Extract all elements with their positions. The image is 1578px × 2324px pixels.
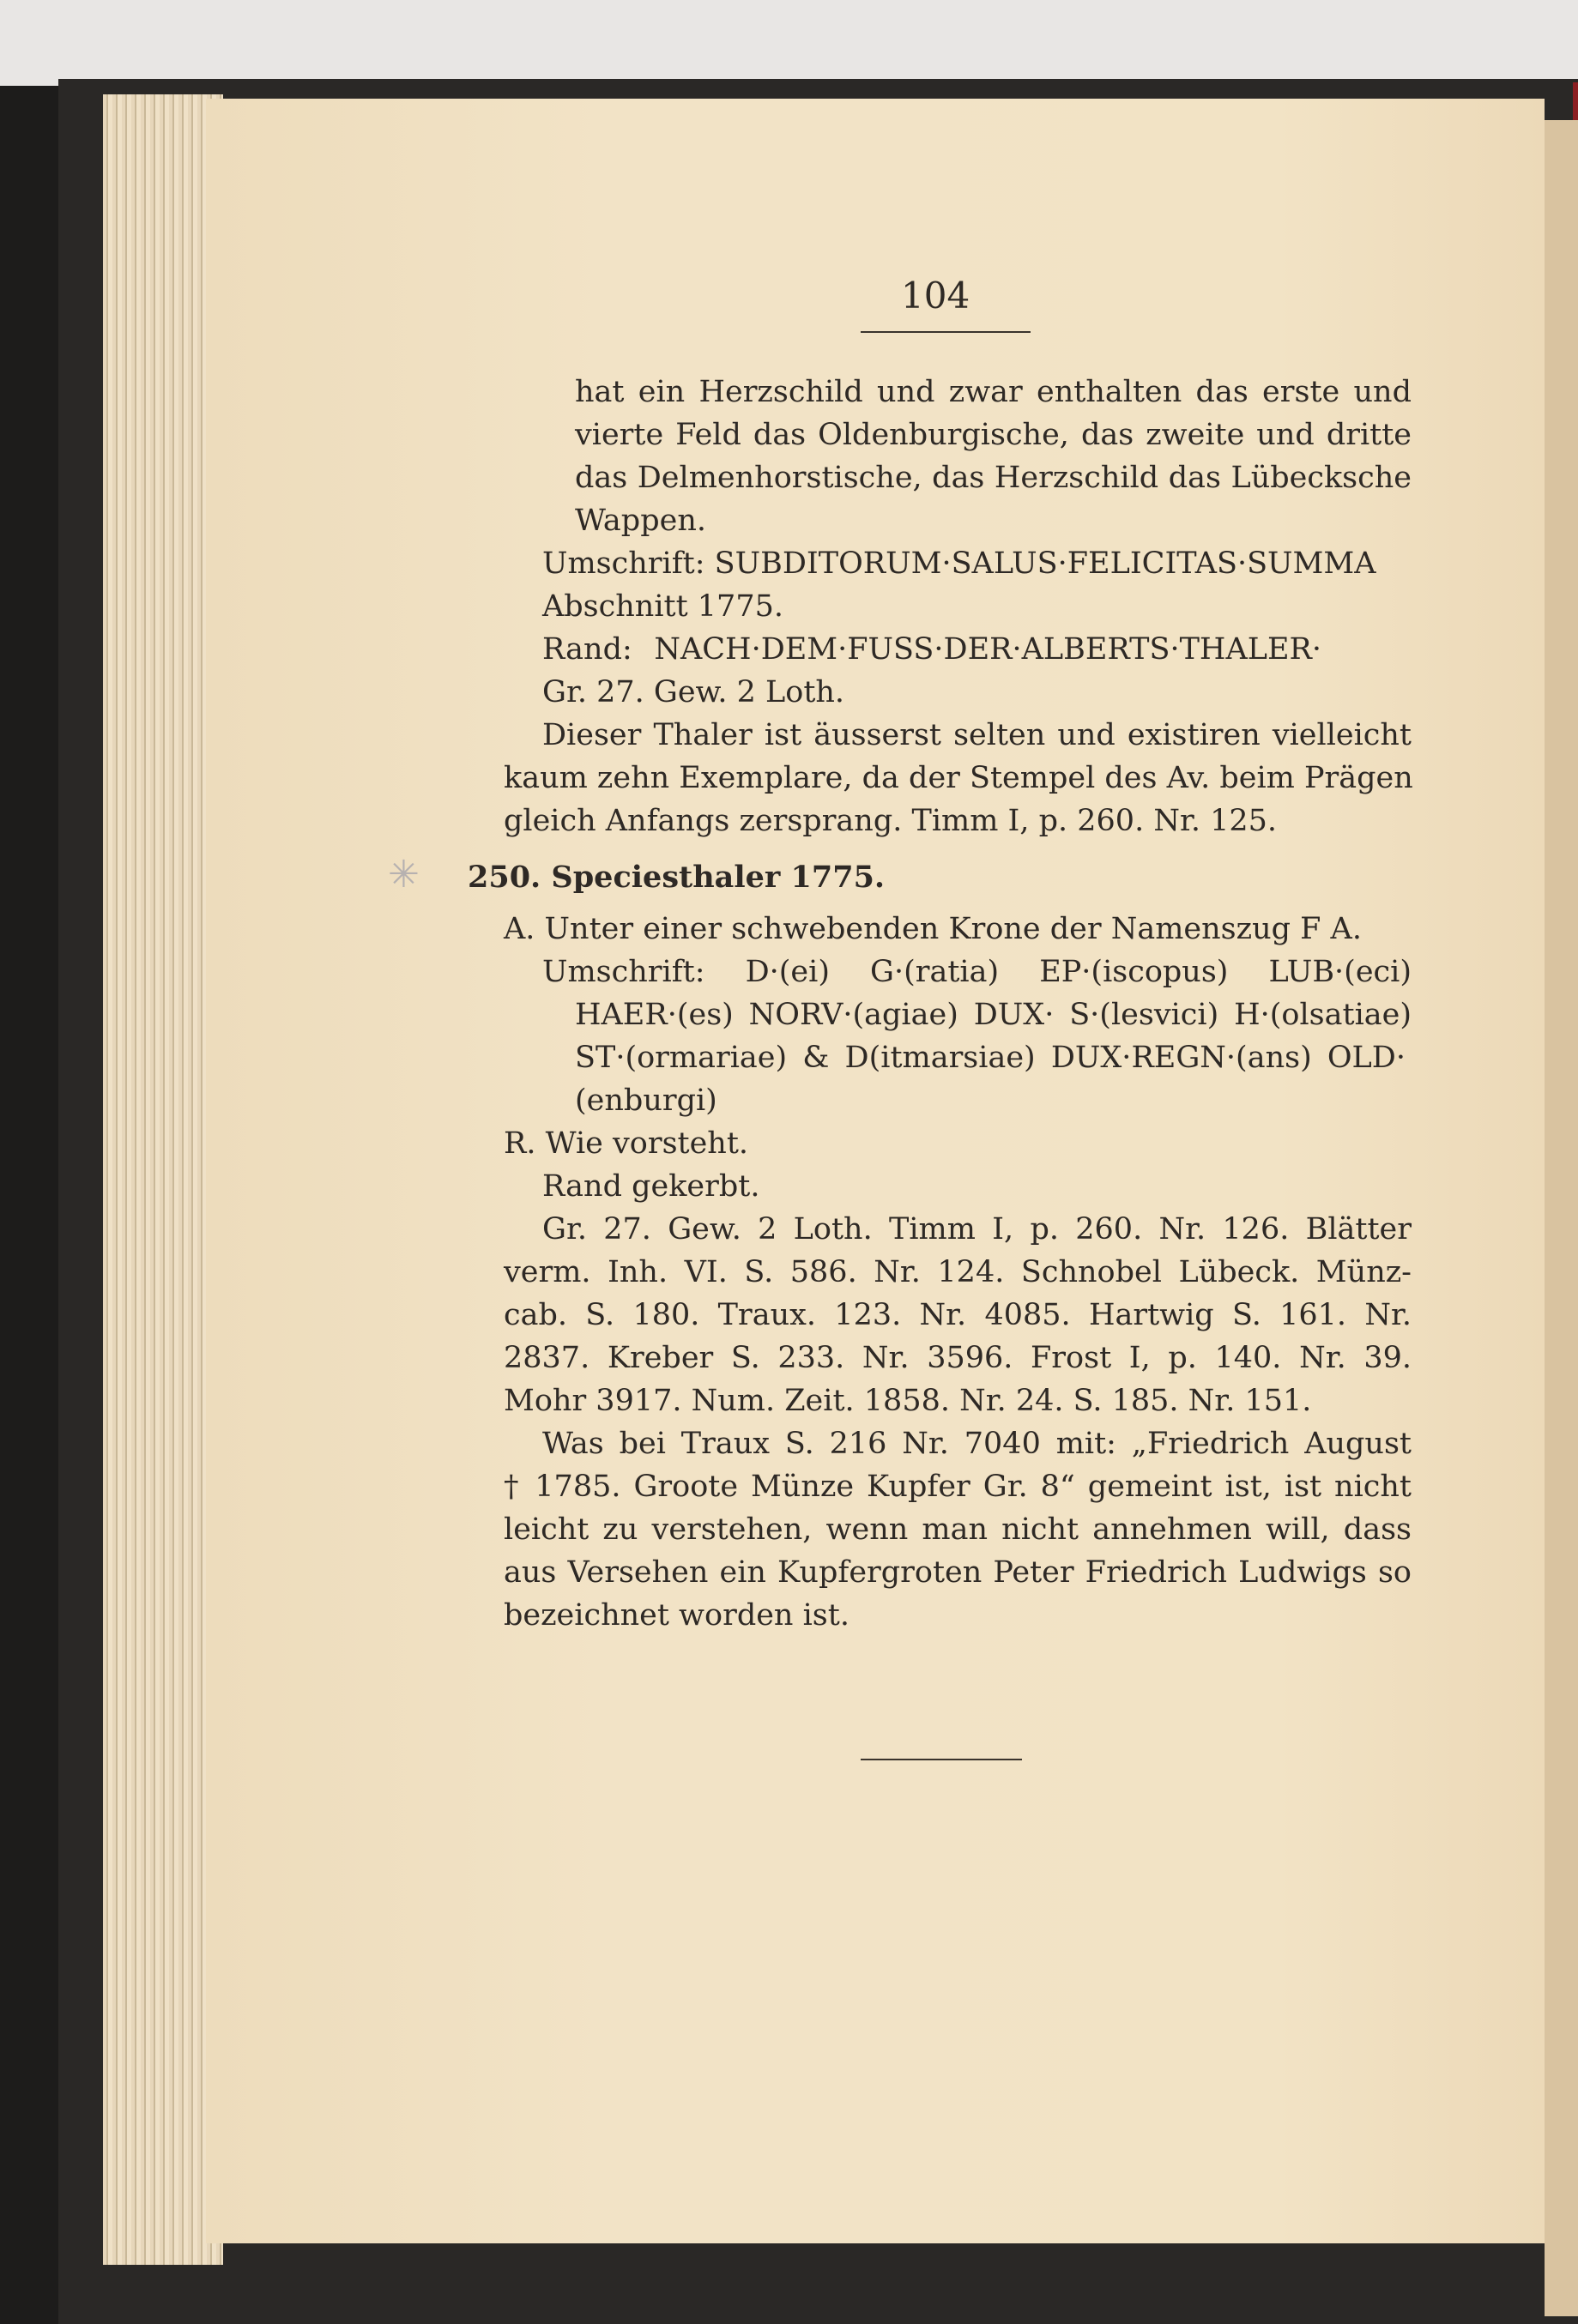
- text-line: Mohr 3917. Num. Zeit. 1858. Nr. 24. S. 185. Nr. 151.: [504, 1384, 1312, 1418]
- text-line: Rand gekerbt.: [542, 1169, 760, 1204]
- text-line: R. Wie vorsteht.: [504, 1126, 749, 1161]
- text-line: 2837. Kreber S. 233. Nr. 3596. Frost I, p. 140. Nr. 39.: [504, 1341, 1412, 1375]
- text-line: Dieser Thaler ist äusserst selten und existiren vielleicht: [542, 718, 1412, 752]
- page-number: 104: [901, 275, 970, 317]
- marginal-star-mark: ✳: [388, 853, 420, 896]
- text-line: Rand: NACH·DEM·FUSS·DER·ALBERTS·THALER·: [542, 632, 1321, 667]
- text-line: Abschnitt 1775.: [542, 589, 783, 624]
- entry-heading: 250. Speciesthaler 1775.: [468, 860, 886, 895]
- text-line: vierte Feld das Oldenburgische, das zweite und dritte: [575, 418, 1412, 452]
- text-line: Gr. 27. Gew. 2 Loth.: [542, 675, 845, 709]
- text-line: Gr. 27. Gew. 2 Loth. Timm I, p. 260. Nr. 126. Blätter: [542, 1212, 1412, 1247]
- text-line: das Delmenhorstische, das Herzschild das Lübecksche: [575, 461, 1412, 495]
- page-edges: [103, 94, 223, 2265]
- closing-rule: [861, 1759, 1022, 1760]
- text-line: Was bei Traux S. 216 Nr. 7040 mit: „Friedrich August: [542, 1427, 1412, 1461]
- text-line: bezeichnet worden ist.: [504, 1598, 849, 1633]
- text-line: cab. S. 180. Traux. 123. Nr. 4085. Hartwig S. 161. Nr.: [504, 1298, 1412, 1332]
- text-line: leicht zu verstehen, wenn man nicht annehmen will, dass: [504, 1512, 1412, 1547]
- text-line: A. Unter einer schwebenden Krone der Namenszug F A.: [504, 912, 1362, 946]
- text-line: † 1785. Groote Münze Kupfer Gr. 8“ gemeint ist, ist nicht: [504, 1470, 1412, 1504]
- text-line: (enburgi): [575, 1084, 717, 1118]
- scan-background: [0, 0, 1578, 86]
- text-line: Umschrift: D·(ei) G·(ratia) EP·(iscopus) LUB·(eci): [542, 955, 1412, 989]
- text-line: Umschrift: SUBDITORUM·SALUS·FELICITAS·SUMMA: [542, 546, 1376, 581]
- text-line: aus Versehen ein Kupfergroten Peter Friedrich Ludwigs so: [504, 1555, 1412, 1590]
- text-line: HAER·(es) NORV·(agiae) DUX· S·(lesvici) H·(olsatiae): [575, 998, 1412, 1032]
- text-line: gleich Anfangs zersprang. Timm I, p. 260. Nr. 125.: [504, 804, 1278, 838]
- text-line: Wappen.: [575, 504, 706, 538]
- facing-page-edge: [1545, 120, 1578, 2316]
- text-line: verm. Inh. VI. S. 586. Nr. 124. Schnobel Lübeck. Münz-: [504, 1255, 1412, 1289]
- text-line: kaum zehn Exemplare, da der Stempel des Av. beim Prägen: [504, 761, 1413, 795]
- header-rule: [861, 331, 1031, 333]
- text-line: hat ein Herzschild und zwar enthalten das erste und: [575, 375, 1412, 409]
- text-line: ST·(ormariae) & D(itmarsiae) DUX·REGN·(ans) OLD·: [575, 1041, 1406, 1075]
